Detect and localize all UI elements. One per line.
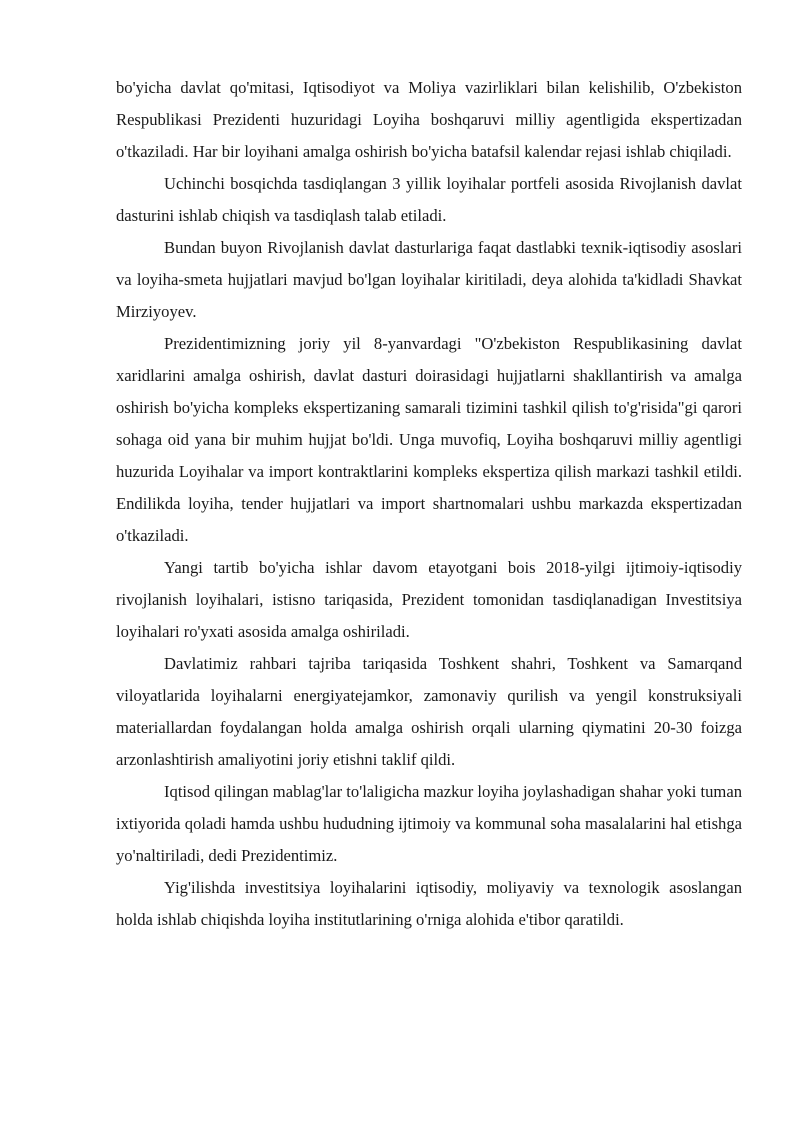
paragraph: Uchinchi bosqichda tasdiqlangan 3 yillik loyihalar portfeli asosida Rivojlanish davlat dasturini ishlab chiqish va tasdiqlash talab etiladi. <box>116 174 742 225</box>
paragraph: Yangi tartib bo'yicha ishlar davom etayotgani bois 2018-yilgi ijtimoiy-iqtisodiy rivojlanish loyihalari, istisno tariqasida, Prezident tomonidan tasdiqlanadigan Investitsiya loyihalari ro'yxati asosida amalga oshiriladi. <box>116 558 742 641</box>
paragraph: Yig'ilishda investitsiya loyihalarini iqtisodiy, moliyaviy va texnologik asoslangan holda ishlab chiqishda loyiha institutlarining o'rniga alohida e'tibor qaratildi. <box>116 878 742 929</box>
paragraph: Davlatimiz rahbari tajriba tariqasida Toshkent shahri, Toshkent va Samarqand viloyatlarida loyihalarni energiyatejamkor, zamonaviy qurilish va yengil konstruksiyali materiallardan foydalangan holda amalga oshirish orqali ularning qiymatini 20-30 foizga arzonlashtirish amaliyotini joriy etishni taklif qildi. <box>116 654 742 769</box>
paragraph: Iqtisod qilingan mablag'lar to'laligicha mazkur loyiha joylashadigan shahar yoki tuman ixtiyorida qoladi hamda ushbu hududning ijtimoiy va kommunal soha masalalarini hal etishga yo'naltiriladi, dedi Prezidentimiz. <box>116 782 742 865</box>
paragraph-continued: bo'yicha davlat qo'mitasi, Iqtisodiyot va Moliya vazirliklari bilan kelishilib, O'zbekiston Respublikasi Prezidenti huzuridagi Loyiha boshqaruvi milliy agentligida ekspertizadan o'tkaziladi. Har bir loyihani amalga oshirish bo'yicha batafsil kalendar rejasi ishlab chiqiladi. <box>116 78 742 161</box>
document-body <box>116 72 742 936</box>
paragraph: Bundan buyon Rivojlanish davlat dasturlariga faqat dastlabki texnik-iqtisodiy asoslari va loyiha-smeta hujjatlari mavjud bo'lgan loyihalar kiritiladi, deya alohida ta'kidladi Shavkat Mirziyoyev. <box>116 238 742 321</box>
paragraph: Prezidentimizning joriy yil 8-yanvardagi "O'zbekiston Respublikasining davlat xaridlarini amalga oshirish, davlat dasturi doirasidagi hujjatlarni shakllantirish va amalga oshirish bo'yicha kompleks ekspertizaning samarali tizimini tashkil qilish to'g'risida"gi qarori sohaga oid yana bir muhim hujjat bo'ldi. Unga muvofiq, Loyiha boshqaruvi milliy agentligi huzurida Loyihalar va import kontraktlarini kompleks ekspertiza qilish markazi tashkil etildi. Endilikda loyiha, tender hujjatlari va import shartnomalari ushbu markazda ekspertizadan o'tkaziladi. <box>116 334 742 545</box>
